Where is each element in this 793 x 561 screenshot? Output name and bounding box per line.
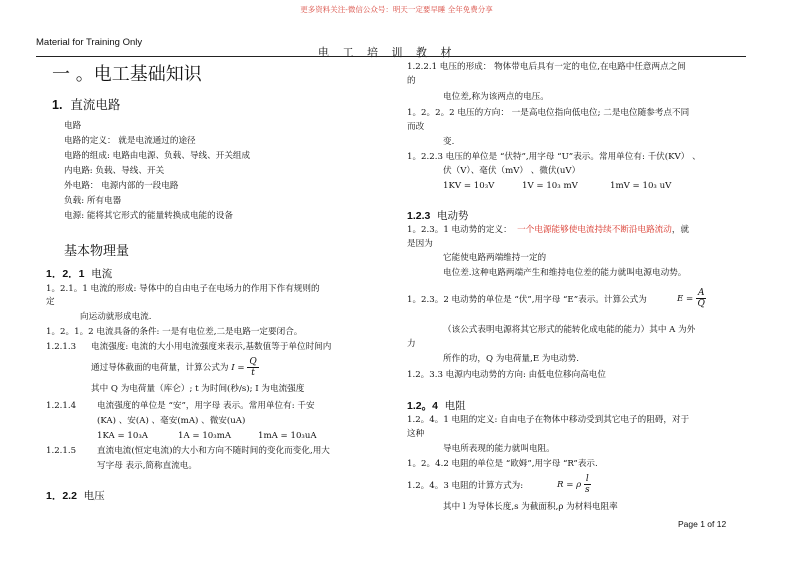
chapter-title: 一 。电工基础知识 bbox=[52, 64, 202, 85]
section-heading-dc-circuit: 1. 直流电路 bbox=[52, 97, 121, 112]
paragraph-line: 直流电流(恒定电流)的大小和方向不随时间的变化而变化,用大 bbox=[97, 446, 330, 456]
formula-emf: E = $\frac{A}{Q}$ bbox=[677, 288, 705, 309]
paragraph-line: 向运动就形成电流. bbox=[80, 312, 152, 322]
paragraph-line: 1.2。3.3 电源内电动势的方向: 由低电位移向高电位 bbox=[407, 370, 606, 380]
unit-conversion: 1KA = 10₃A bbox=[97, 431, 148, 441]
intro-line: 电源: 能将其它形式的能量转换成电能的设备 bbox=[64, 211, 233, 221]
intro-line: 外电路： 电源内部的一段电路 bbox=[64, 181, 179, 191]
intro-line: 电路的组成: 电路由电源、负载、导线、开关组成 bbox=[64, 151, 251, 161]
paragraph-line: 电流强度的单位是 “安”，用字母 表示。常用单位有: 千安 bbox=[97, 401, 315, 411]
section-heading-voltage: 1．2.2 电压 bbox=[46, 490, 105, 502]
paragraph-line: 1。2.2.3 电压的单位是 “伏特”,用字母 “U”表示。常用单位有: 千伏(KV） 、 bbox=[407, 152, 701, 162]
formula-line-current: 通过导体截面的电荷量，计算公式为 I = $\frac{Q}{t}$ bbox=[91, 357, 257, 378]
paragraph-line: 1。2。4.2 电阻的单位是 “欧姆”,用字母 “R”表示. bbox=[407, 459, 598, 469]
item-number: 1.2.1.3 bbox=[46, 342, 77, 352]
paragraph-line: 1。2。1。2 电流具备的条件: 一是有电位差,二是电路一定要闭合。 bbox=[46, 327, 303, 337]
formula-resistance: R = ρ $\frac{l}{s}$ bbox=[557, 474, 590, 495]
paragraph-line: 电流强度: 电流的大小用电流强度来表示,基数值等于单位时间内 bbox=[91, 342, 332, 352]
paragraph-line: 的 bbox=[407, 76, 416, 86]
unit-conversion: 1mA = 10₃uA bbox=[258, 431, 317, 441]
fraction-a-over-q: $\frac{A}{Q}$ bbox=[697, 288, 705, 309]
paragraph-line: 这种 bbox=[407, 429, 425, 439]
training-watermark: Material for Training Only bbox=[36, 37, 143, 48]
paragraph-line: 电位差.这种电路两端产生和维持电位差的能力就叫电源电动势。 bbox=[443, 268, 687, 278]
paragraph-line: 伏（V）、毫伏（mV） 、微伏(uV） bbox=[443, 166, 581, 176]
paragraph-line: 1.2。4。3 电阻的计算方式为: bbox=[407, 481, 524, 491]
paragraph-line: 导电所表现的能力就叫电阻。 bbox=[443, 444, 555, 454]
header-rule bbox=[36, 56, 746, 57]
unit-conversion: 1KV = 10₃V bbox=[443, 181, 495, 191]
paragraph-line: 电位差,称为该两点的电压。 bbox=[443, 92, 549, 102]
emf-definition-line: 1。2.3。1 电动势的定义： 一个电源能够使电流持续不断沿电路流动，就 bbox=[407, 225, 690, 235]
intro-line: 电路 bbox=[64, 121, 82, 131]
paragraph-line: (KA) 、安(A) 、毫安(mA) 、微安(uA) bbox=[97, 416, 246, 426]
paragraph-line: 1。2.1。1 电流的形成: 导体中的自由电子在电场力的作用下作有规则的 bbox=[46, 284, 320, 294]
item-number: 1.2.1.4 bbox=[46, 401, 77, 411]
item-number: 1.2.1.5 bbox=[46, 446, 77, 456]
paragraph-line: 1.2。4。1 电阻的定义: 自由电子在物体中移动受到其它电子的阻碍，对于 bbox=[407, 415, 690, 425]
paragraph-line: 定 bbox=[46, 297, 55, 307]
paragraph-line: 而改 bbox=[407, 122, 425, 132]
section-heading-resistance: 1.2。4 电阻 bbox=[407, 400, 466, 412]
paragraph-line: 所作的功，Q 为电荷量,E 为电动势. bbox=[443, 354, 579, 364]
unit-conversion: 1V = 10₃ mV bbox=[522, 181, 578, 191]
running-title: 电 工 培 训 教 材 bbox=[318, 46, 457, 59]
paragraph-line: 1。2.3。2 电动势的单位是 “伏”,用字母 “E”表示。计算公式为 bbox=[407, 295, 647, 305]
intro-line: 负载: 所有电器 bbox=[64, 196, 122, 206]
section-heading-emf: 1.2.3 电动势 bbox=[407, 210, 469, 222]
paragraph-line: 力 bbox=[407, 339, 416, 349]
paragraph-line: 1.2.2.1 电压的形成： 物体带电后具有一定的电位,在电路中任意两点之间 bbox=[407, 62, 686, 72]
section-heading-current: 1．2．1 电流 bbox=[46, 268, 113, 280]
paragraph-line: （该公式表明电源将其它形式的能转化成电能的能力）其中 A 为外 bbox=[443, 325, 696, 335]
paragraph-line: 其中 Q 为电荷量（库仑）; t 为时间(秒/s); I 为电流强度 bbox=[91, 384, 305, 394]
intro-line: 电路的定义： 就是电流通过的途径 bbox=[64, 136, 196, 146]
promo-banner: 更多资料关注-微信公众号：明天一定要早睡 全年免费分享 bbox=[300, 5, 493, 14]
paragraph-line: 写字母 表示,简称直流电。 bbox=[97, 461, 197, 471]
paragraph-line: 它能使电路两端维持一定的 bbox=[443, 253, 547, 263]
page-indicator: Page 1 of 12 bbox=[678, 519, 727, 529]
unit-conversion: 1A = 10₃mA bbox=[178, 431, 232, 441]
highlighted-definition: 一个电源能够使电流持续不断沿电路流动 bbox=[517, 225, 672, 235]
paragraph-line: 变. bbox=[443, 137, 455, 147]
paragraph-line: 1。2。2。2 电压的方向： 一是高电位指向低电位; 二是电位随参考点不同 bbox=[407, 108, 690, 118]
basic-quantities-heading: 基本物理量 bbox=[64, 244, 130, 259]
paragraph-line: 是因为 bbox=[407, 239, 433, 249]
fraction-q-over-t: $\frac{Q}{t}$ bbox=[249, 357, 257, 378]
paragraph-line: 其中 l 为导体长度,s 为截面积,ρ 为材料电阻率 bbox=[443, 502, 618, 512]
fraction-l-over-s: $\frac{l}{s}$ bbox=[585, 474, 590, 495]
unit-conversion: 1mV = 10₃ uV bbox=[610, 181, 672, 191]
intro-line: 内电路: 负载、导线、开关 bbox=[64, 166, 165, 176]
